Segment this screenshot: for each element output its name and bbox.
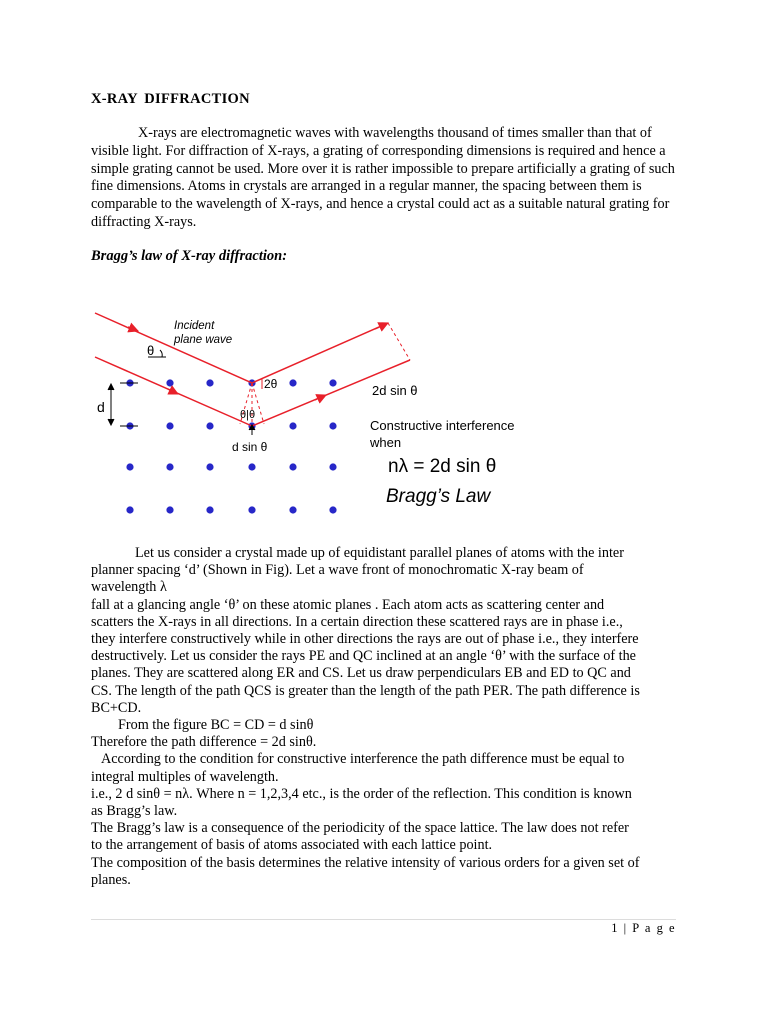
text-line: integral multiples of wavelength. xyxy=(91,768,279,785)
reflected-ray-top xyxy=(252,323,388,383)
atom xyxy=(126,506,133,513)
atom xyxy=(206,463,213,470)
atom xyxy=(289,379,296,386)
body-text xyxy=(91,545,683,889)
text-line: destructively. Let us consider the rays PE and QC inclined at an angle ‘θ’ with the surface of the xyxy=(91,648,636,665)
atom xyxy=(166,506,173,513)
incident-label-2: plane wave xyxy=(174,334,233,346)
two-d-sin-label: 2d sin θ xyxy=(372,383,418,398)
text-line: they interfere constructively while in other directions the rays are out of phase i.e., they interfere xyxy=(91,631,639,648)
d-label: d xyxy=(97,399,105,415)
text-line: From the figure BC = CD = d sinθ xyxy=(118,717,314,734)
atom xyxy=(248,506,255,513)
theta-label: θ xyxy=(147,343,155,358)
constructive-label-1: Constructive interference xyxy=(370,418,515,433)
footer-divider xyxy=(91,919,676,920)
spacing-arrow xyxy=(108,383,138,426)
text-line: Therefore the path difference = 2d sinθ. xyxy=(91,734,317,751)
atom xyxy=(166,379,173,386)
text-line: planner spacing ‘d’ (Shown in Fig). Let a wave front of monochromatic X-ray beam of xyxy=(91,562,584,579)
text-line: planes. They are scattered along ER and CS. Let us draw perpendiculars EB and ED to QC and xyxy=(91,665,631,682)
atom xyxy=(289,463,296,470)
section-subheading: Bragg’s law of X-ray diffraction: xyxy=(91,248,288,264)
atom xyxy=(206,506,213,513)
text-line: The composition of the basis determines the relative intensity of various orders for a given set of xyxy=(91,854,640,871)
text-line: to the arrangement of basis of atoms associated with each lattice point. xyxy=(91,837,493,854)
atom xyxy=(329,422,336,429)
text-line: scatters the X-rays in all directions. In a certain direction these scattered rays are in phase i.e., xyxy=(91,613,623,630)
text-line: i.e., 2 d sinθ = nλ. Where n = 1,2,3,4 etc., is the order of the reflection. This condition is known xyxy=(91,785,632,802)
atom xyxy=(206,379,213,386)
text-line: According to the condition for constructive interference the path difference must be equal to xyxy=(101,751,625,768)
intro-paragraph: X-rays are electromagnetic waves with wavelengths thousand of times smaller than that of visible light. For diffraction of X-rays, a grating of corresponding dimensions is required and hence a simple grating cannot be used. More over it is rather impossible to prepare artificially a grating of such fine dimensions. Atoms in crystals are arranged in a regular manner, the spacing between them is comparable to the wavelength of X-rays, and hence a crystal could act as a suitable natural grating for diffracting X-rays. xyxy=(91,125,675,230)
text-line: CS. The length of the path QCS is greater than the length of the path PER. The path difference is xyxy=(91,682,640,699)
atom xyxy=(206,422,213,429)
text-line: Let us consider a crystal made up of equidistant parallel planes of atoms with the inter xyxy=(135,545,624,561)
bragg-law-label: Bragg’s Law xyxy=(386,486,491,507)
theta-pair-label: θ|θ xyxy=(240,409,256,421)
page-title: X-RAY DIFFRACTION xyxy=(91,91,250,107)
bragg-diagram xyxy=(90,305,550,530)
construction-lines xyxy=(240,323,410,426)
dsin-label: d sin θ xyxy=(232,440,268,454)
atom xyxy=(329,379,336,386)
atom xyxy=(329,463,336,470)
atom xyxy=(166,463,173,470)
atom xyxy=(248,463,255,470)
atom xyxy=(329,506,336,513)
atom xyxy=(126,463,133,470)
constructive-label-2: when xyxy=(370,435,402,450)
page-number: 1 | P a g e xyxy=(611,921,676,935)
text-line: wavelength λ xyxy=(91,579,167,596)
text-line: The Bragg’s law is a consequence of the periodicity of the space lattice. The law does not refer xyxy=(91,820,629,837)
bragg-equation: nλ = 2d sin θ xyxy=(388,456,497,477)
text-line: as Bragg’s law. xyxy=(91,803,178,820)
incident-label-1: Incident xyxy=(174,320,215,332)
text-line: fall at a glancing angle ‘θ’ on these atomic planes . Each atom acts as scattering center and xyxy=(91,596,605,613)
atom xyxy=(289,422,296,429)
atom xyxy=(289,506,296,513)
text-line: BC+CD. xyxy=(91,699,142,716)
text-line: planes. xyxy=(91,871,131,888)
atom xyxy=(166,422,173,429)
two-theta-label: 2θ xyxy=(264,377,278,391)
reflected-rays xyxy=(252,323,410,426)
